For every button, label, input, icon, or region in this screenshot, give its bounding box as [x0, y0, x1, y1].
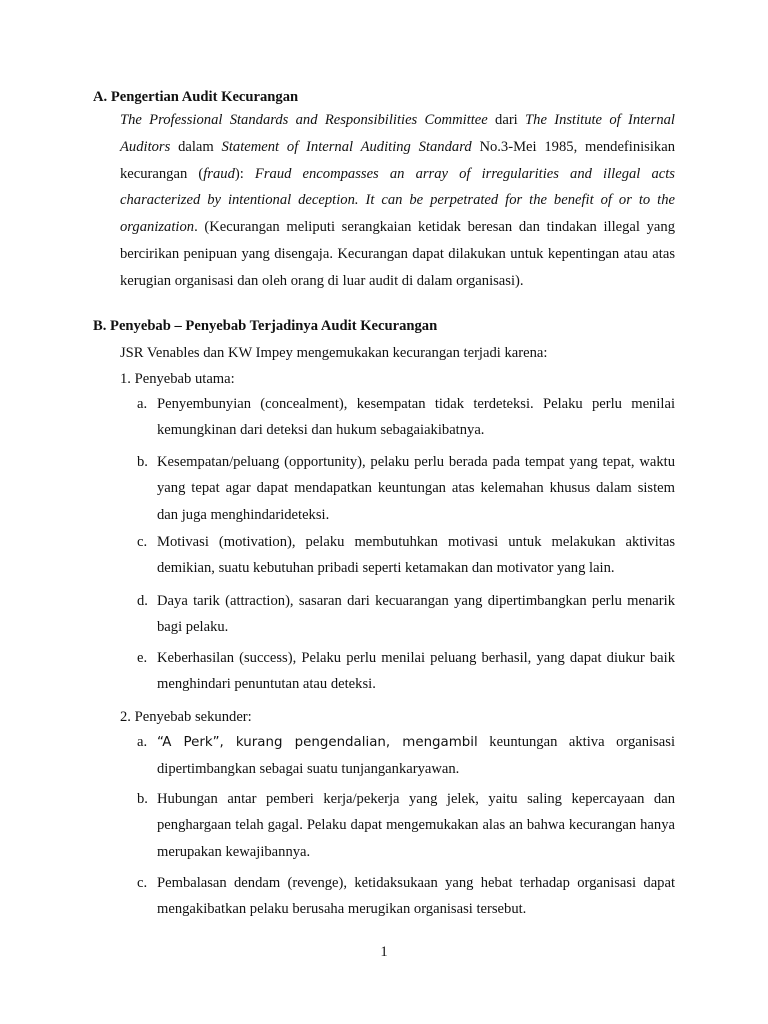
list-item	[137, 870, 675, 923]
definition-translation: . (Kecurangan meliputi serangkaian ketidak beresan dan tindakan illegal yang bercirikan penipuan yang disengaja. Kecurangan dapat dilakukan untuk kepentingan atau atas kerugian organisasi dan oleh orang di luar audit di dalam organisasi).	[120, 219, 675, 289]
list-marker: e.	[137, 650, 148, 666]
section-b-heading: B. Penyebab – Penyebab Terjadinya Audit Kecurangan	[93, 318, 438, 334]
section-b-intro: JSR Venables dan KW Impey mengemukakan kecurangan terjadi karena:	[120, 345, 548, 361]
text-span: dari	[487, 112, 526, 128]
list-item-text: Pembalasan dendam (revenge), ketidaksukaan yang hebat terhadap organisasi dapat mengakibatkan pelaku berusaha merugikan organisasi tersebut.	[157, 875, 675, 918]
standard-name: Statement of Internal Auditing Standard	[221, 138, 472, 155]
list-item	[137, 529, 675, 582]
text-span: ):	[234, 165, 255, 182]
fraud-term: fraud	[203, 165, 235, 182]
page-number: 1	[380, 944, 388, 960]
list-marker: c.	[137, 875, 148, 891]
list-marker: b.	[137, 791, 148, 807]
list-item	[137, 449, 675, 528]
fraud-definition: Fraud encompasses an array of irregularities and illegal acts characterized by intentional deception. It can be perpetrated for the benefit of or to the organization	[120, 165, 675, 236]
list-item-text: Penyembunyian (concealment), kesempatan tidak terdeteksi. Pelaku perlu menilai kemungkinan dari deteksi dan hukum sebagaiakibatnya.	[157, 396, 675, 439]
list-item-text: Keberhasilan (success), Pelaku perlu menilai peluang berhasil, yang dapat diukur baik menghindari penuntutan atau deteksi.	[157, 650, 675, 693]
list-item-text: Motivasi (motivation), pelaku membutuhkan motivasi untuk melakukan aktivitas demikian, suatu kebutuhan pribadi seperti ketamakan dan motivator yang lain.	[157, 534, 675, 577]
list-item-text: Hubungan antar pemberi kerja/pekerja yang jelek, yaitu saling kepercayaan dan penghargaan telah gagal. Pelaku dapat mengemukakan alas an bahwa kecurangan hanya merupakan kewajibannya.	[157, 791, 675, 860]
section-a-paragraph	[120, 107, 675, 295]
section-a-heading: A. Pengertian Audit Kecurangan	[93, 89, 299, 105]
list-marker: b.	[137, 454, 148, 470]
list-item-text-part: “A Perk”, kurang pengendalian, mengambil	[157, 735, 478, 750]
list-item	[137, 786, 675, 865]
text-span: No.3-Mei 1985, mendefinisikan kecurangan (	[120, 138, 675, 182]
primary-causes-title: 1. Penyebab utama:	[120, 371, 235, 387]
institute-name: The Institute of Internal Auditors	[120, 112, 675, 155]
secondary-causes-title: 2. Penyebab sekunder:	[120, 709, 252, 725]
text-span: dalam	[170, 138, 222, 155]
committee-name: The Professional Standards and Responsibilities Committee	[120, 112, 488, 128]
list-item	[137, 391, 675, 444]
list-item	[137, 729, 675, 783]
list-item	[137, 588, 675, 641]
list-item	[137, 645, 675, 698]
list-item-text-part: keuntungan aktiva organisasi dipertimbangkan sebagai suatu tunjangankaryawan.	[157, 734, 675, 778]
list-item-text: Kesempatan/peluang (opportunity), pelaku perlu berada pada tempat yang tepat, waktu yang tepat agar dapat mendapatkan keuntungan atas kelemahan khusus dalam sistem dan juga menghindarideteksi.	[157, 454, 675, 523]
list-marker: a.	[137, 734, 148, 750]
list-marker: c.	[137, 534, 148, 550]
list-marker: a.	[137, 396, 148, 412]
list-marker: d.	[137, 593, 148, 609]
list-item-text: Daya tarik (attraction), sasaran dari kecuarangan yang dipertimbangkan perlu menarik bagi pelaku.	[157, 593, 675, 636]
